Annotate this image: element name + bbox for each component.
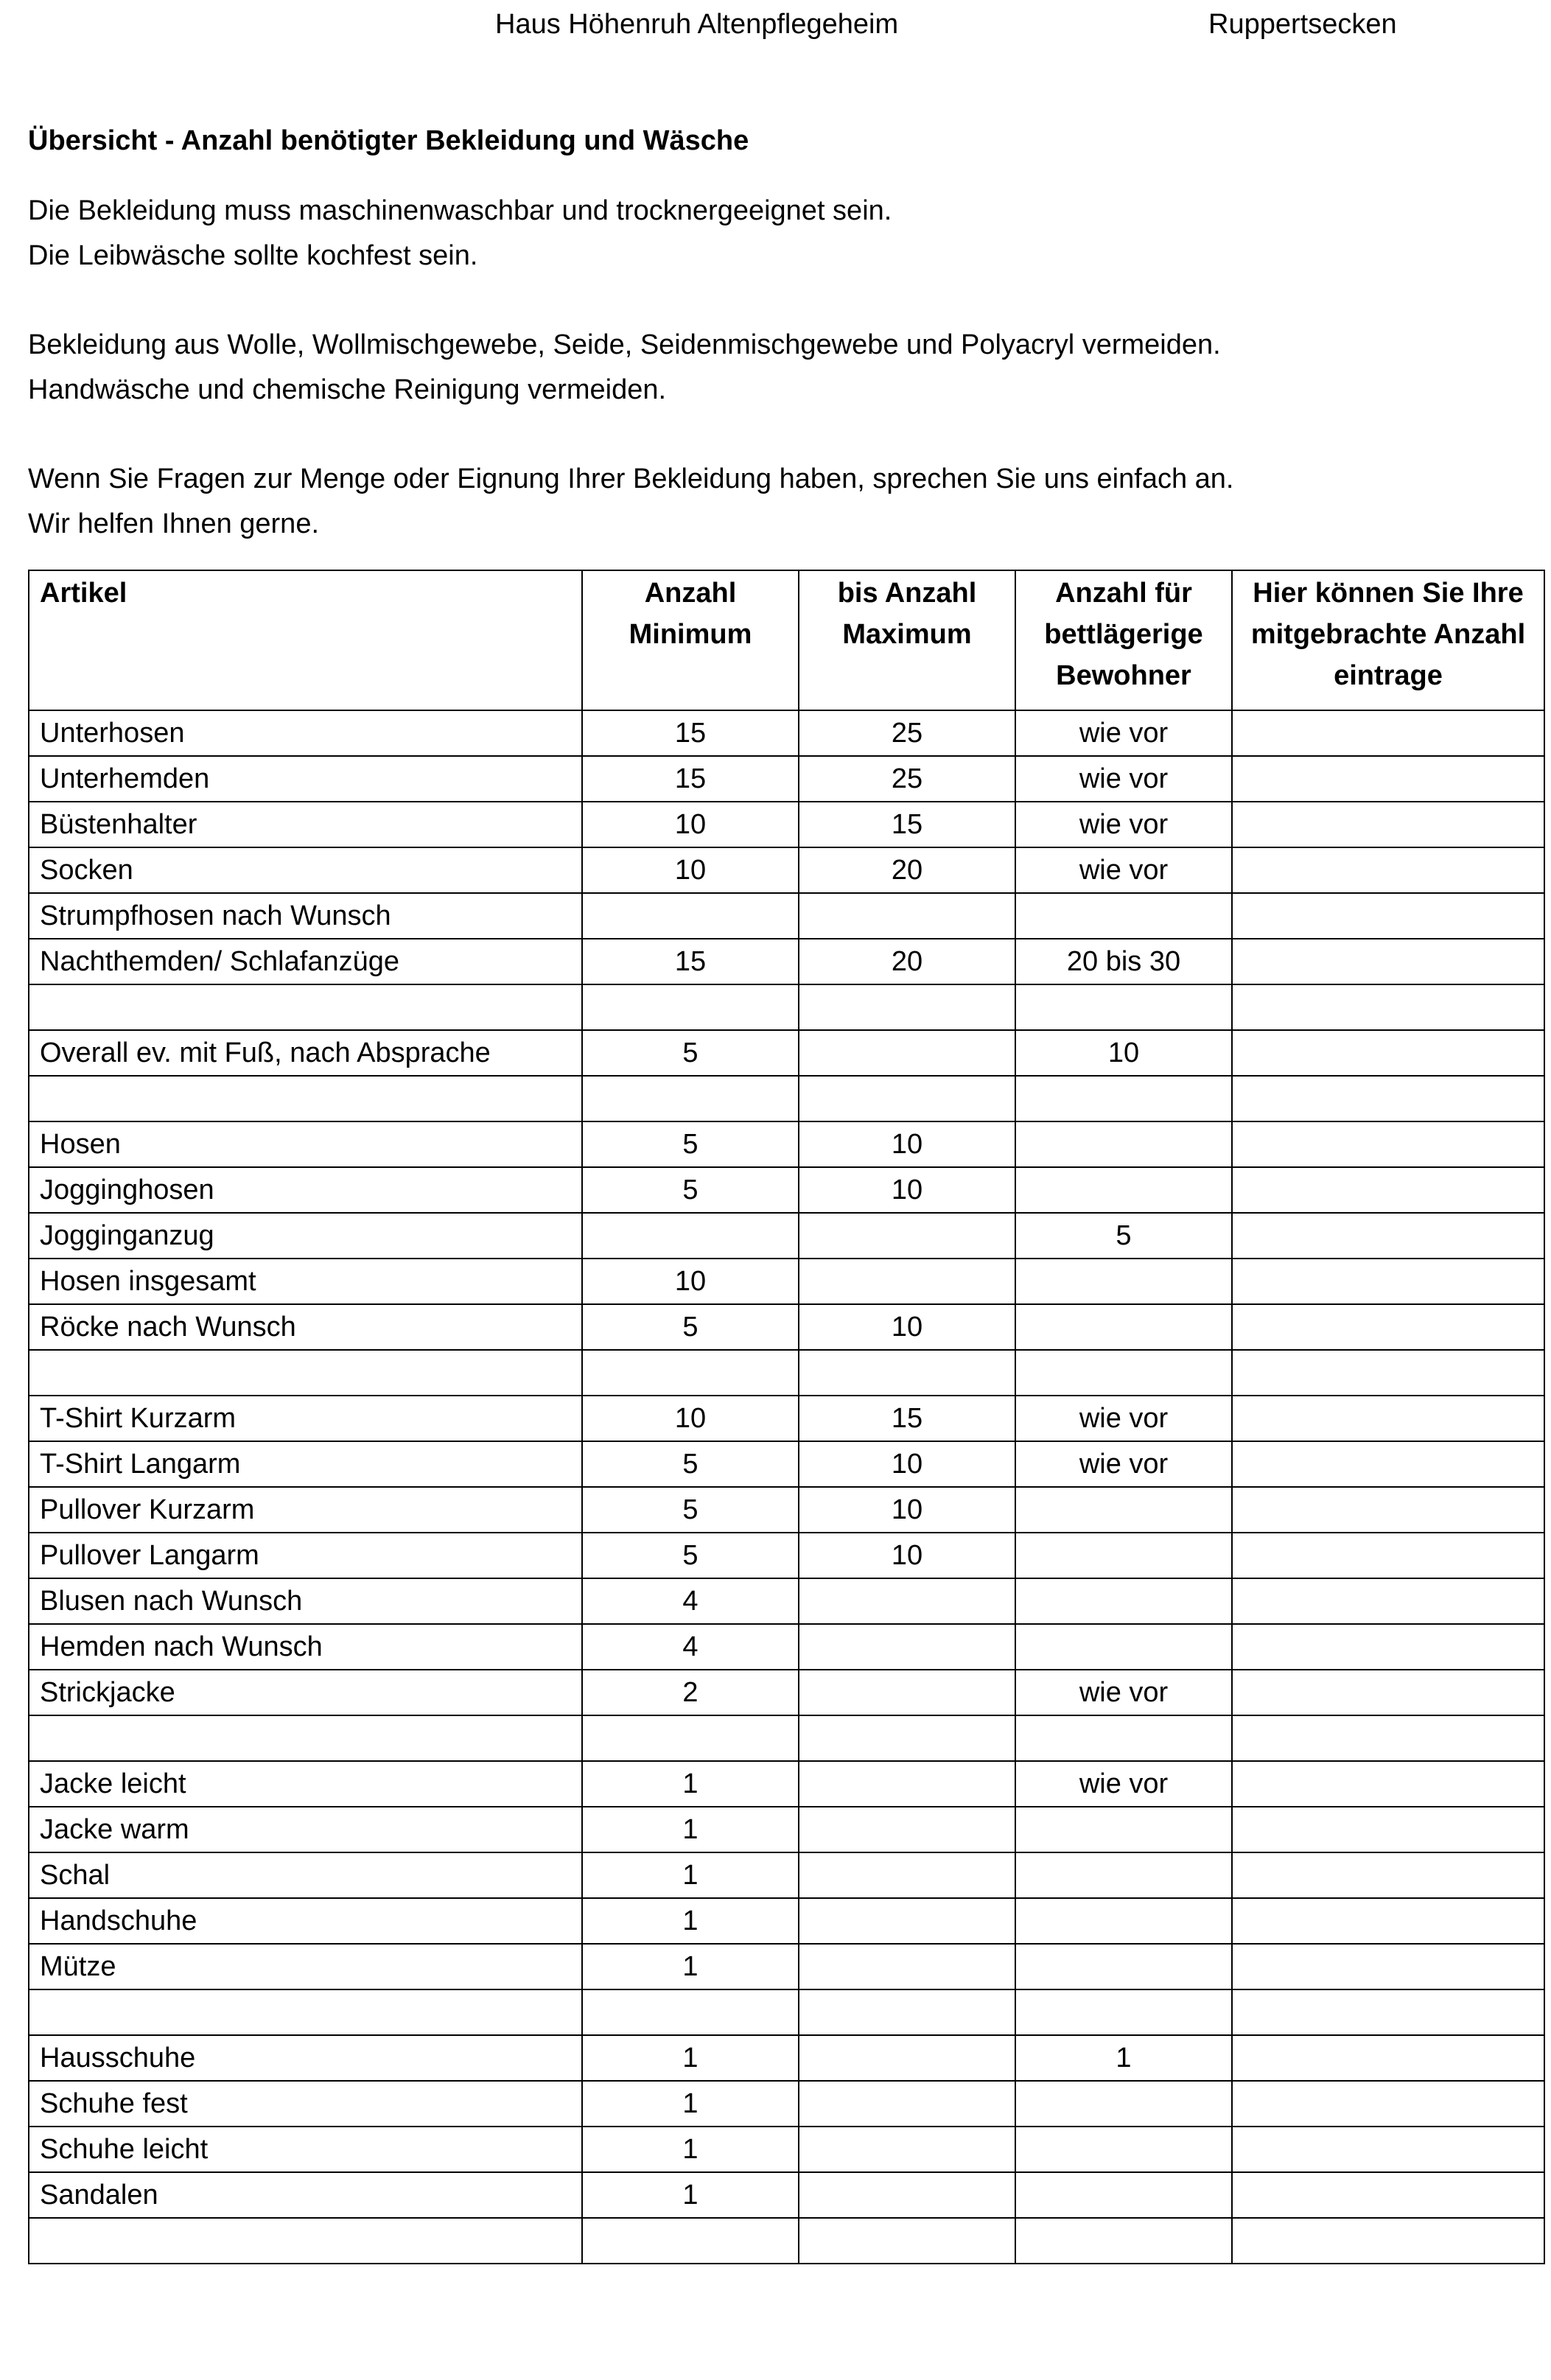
- cell-minimum: 5: [582, 1030, 799, 1076]
- cell-minimum: 15: [582, 710, 799, 756]
- header-maximum: bis Anzahl Maximum: [799, 570, 1015, 710]
- table-row: [29, 1989, 1544, 2035]
- cell-artikel: [29, 1350, 582, 1396]
- cell-artikel: Jacke warm: [29, 1807, 582, 1852]
- table-row: [29, 2172, 1544, 2218]
- cell-bedridden: wie vor: [1015, 1396, 1232, 1441]
- cell-maximum: [799, 2127, 1015, 2172]
- cell-bedridden: wie vor: [1015, 756, 1232, 802]
- cell-artikel: Unterhemden: [29, 756, 582, 802]
- table-row: [29, 1259, 1544, 1304]
- table-row: [29, 984, 1544, 1030]
- town-name: Ruppertsecken: [1208, 9, 1397, 40]
- cell-artikel: Blusen nach Wunsch: [29, 1578, 582, 1624]
- cell-minimum: 1: [582, 2081, 799, 2127]
- cell-own-count[interactable]: [1232, 847, 1544, 893]
- cell-artikel: T-Shirt Langarm: [29, 1441, 582, 1487]
- cell-own-count[interactable]: [1232, 939, 1544, 984]
- table-row: [29, 1761, 1544, 1807]
- table-row: [29, 1121, 1544, 1167]
- cell-bedridden: wie vor: [1015, 802, 1232, 847]
- cell-minimum: 4: [582, 1624, 799, 1670]
- cell-maximum: [799, 893, 1015, 939]
- cell-bedridden: [1015, 1533, 1232, 1578]
- cell-maximum: [799, 1259, 1015, 1304]
- cell-artikel: Strickjacke: [29, 1670, 582, 1715]
- cell-own-count[interactable]: [1232, 1259, 1544, 1304]
- cell-bedridden: wie vor: [1015, 1670, 1232, 1715]
- table-row: [29, 1807, 1544, 1852]
- cell-maximum: 10: [799, 1121, 1015, 1167]
- paragraph-line: Wenn Sie Fragen zur Menge oder Eignung Ihrer Bekleidung haben, sprechen Sie uns einfach an.: [28, 463, 1234, 494]
- cell-bedridden: [1015, 1350, 1232, 1396]
- table-row: [29, 1670, 1544, 1715]
- cell-bedridden: [1015, 1259, 1232, 1304]
- table-row: [29, 1578, 1544, 1624]
- table-row: [29, 1852, 1544, 1898]
- cell-artikel: Overall ev. mit Fuß, nach Absprache: [29, 1030, 582, 1076]
- cell-minimum: [582, 2218, 799, 2264]
- cell-minimum: 1: [582, 1944, 799, 1989]
- cell-maximum: [799, 1624, 1015, 1670]
- cell-bedridden: [1015, 1167, 1232, 1213]
- cell-minimum: 10: [582, 1396, 799, 1441]
- cell-minimum: 10: [582, 847, 799, 893]
- cell-minimum: 1: [582, 2127, 799, 2172]
- cell-own-count[interactable]: [1232, 2172, 1544, 2218]
- cell-minimum: 15: [582, 756, 799, 802]
- cell-own-count[interactable]: [1232, 1715, 1544, 1761]
- cell-own-count[interactable]: [1232, 1578, 1544, 1624]
- cell-maximum: 20: [799, 939, 1015, 984]
- cell-artikel: Mütze: [29, 1944, 582, 1989]
- cell-bedridden: wie vor: [1015, 1441, 1232, 1487]
- cell-maximum: 10: [799, 1487, 1015, 1533]
- cell-minimum: 10: [582, 802, 799, 847]
- paragraph-line: Wir helfen Ihnen gerne.: [28, 508, 320, 539]
- cell-bedridden: wie vor: [1015, 1761, 1232, 1807]
- document-title: Übersicht - Anzahl benötigter Bekleidung und Wäsche: [28, 125, 749, 156]
- cell-own-count[interactable]: [1232, 1624, 1544, 1670]
- table-row: [29, 1076, 1544, 1121]
- header-artikel: Artikel: [29, 570, 582, 710]
- facility-name: Haus Höhenruh Altenpflegeheim: [495, 9, 899, 40]
- cell-maximum: [799, 2172, 1015, 2218]
- cell-artikel: Pullover Kurzarm: [29, 1487, 582, 1533]
- cell-artikel: Hosen insgesamt: [29, 1259, 582, 1304]
- table-header-row: [29, 570, 1544, 710]
- cell-artikel: [29, 1715, 582, 1761]
- cell-minimum: 2: [582, 1670, 799, 1715]
- cell-own-count[interactable]: [1232, 1030, 1544, 1076]
- cell-artikel: Handschuhe: [29, 1898, 582, 1944]
- table-body: [29, 710, 1544, 2264]
- cell-bedridden: 10: [1015, 1030, 1232, 1076]
- cell-own-count[interactable]: [1232, 984, 1544, 1030]
- cell-maximum: 15: [799, 802, 1015, 847]
- cell-minimum: 1: [582, 1761, 799, 1807]
- cell-artikel: Strumpfhosen nach Wunsch: [29, 893, 582, 939]
- paragraph-washing: [28, 189, 892, 279]
- cell-artikel: Jogginghosen: [29, 1167, 582, 1213]
- cell-own-count[interactable]: [1232, 1670, 1544, 1715]
- cell-own-count[interactable]: [1232, 710, 1544, 756]
- cell-bedridden: [1015, 1944, 1232, 1989]
- cell-maximum: [799, 1670, 1015, 1715]
- cell-maximum: [799, 1989, 1015, 2035]
- cell-bedridden: [1015, 2127, 1232, 2172]
- cell-bedridden: [1015, 984, 1232, 1030]
- cell-maximum: [799, 1807, 1015, 1852]
- cell-own-count[interactable]: [1232, 2127, 1544, 2172]
- paragraph-line: Handwäsche und chemische Reinigung vermeiden.: [28, 374, 667, 405]
- cell-artikel: Socken: [29, 847, 582, 893]
- table-row: [29, 1030, 1544, 1076]
- table-row: [29, 893, 1544, 939]
- cell-maximum: [799, 2081, 1015, 2127]
- cell-artikel: [29, 1076, 582, 1121]
- cell-minimum: 1: [582, 2172, 799, 2218]
- cell-minimum: [582, 1989, 799, 2035]
- table-row: [29, 756, 1544, 802]
- cell-bedridden: wie vor: [1015, 847, 1232, 893]
- cell-bedridden: [1015, 2081, 1232, 2127]
- cell-bedridden: [1015, 1715, 1232, 1761]
- cell-own-count[interactable]: [1232, 1121, 1544, 1167]
- table-row: [29, 2218, 1544, 2264]
- cell-minimum: [582, 1715, 799, 1761]
- paragraph-line: Die Bekleidung muss maschinenwaschbar und trocknergeeignet sein.: [28, 195, 892, 226]
- cell-bedridden: 20 bis 30: [1015, 939, 1232, 984]
- cell-own-count[interactable]: [1232, 1533, 1544, 1578]
- cell-maximum: [799, 1578, 1015, 1624]
- cell-own-count[interactable]: [1232, 1852, 1544, 1898]
- cell-maximum: [799, 1030, 1015, 1076]
- cell-bedridden: 1: [1015, 2035, 1232, 2081]
- cell-maximum: 10: [799, 1533, 1015, 1578]
- cell-maximum: [799, 984, 1015, 1030]
- cell-artikel: [29, 984, 582, 1030]
- cell-own-count[interactable]: [1232, 1441, 1544, 1487]
- cell-maximum: [799, 1852, 1015, 1898]
- cell-bedridden: [1015, 1578, 1232, 1624]
- cell-bedridden: [1015, 893, 1232, 939]
- cell-minimum: [582, 1076, 799, 1121]
- table-row: [29, 1533, 1544, 1578]
- cell-minimum: 5: [582, 1167, 799, 1213]
- table-row: [29, 1167, 1544, 1213]
- cell-bedridden: [1015, 1304, 1232, 1350]
- cell-artikel: Schuhe leicht: [29, 2127, 582, 2172]
- table-row: [29, 1715, 1544, 1761]
- cell-artikel: Pullover Langarm: [29, 1533, 582, 1578]
- paragraph-avoid: [28, 323, 1221, 413]
- cell-minimum: 15: [582, 939, 799, 984]
- cell-bedridden: [1015, 1989, 1232, 2035]
- cell-artikel: [29, 1989, 582, 2035]
- cell-minimum: 5: [582, 1304, 799, 1350]
- paragraph-line: Bekleidung aus Wolle, Wollmischgewebe, Seide, Seidenmischgewebe und Polyacryl vermeiden.: [28, 329, 1221, 360]
- cell-artikel: Hausschuhe: [29, 2035, 582, 2081]
- cell-minimum: 5: [582, 1533, 799, 1578]
- cell-maximum: [799, 2218, 1015, 2264]
- cell-maximum: [799, 1715, 1015, 1761]
- table-row: [29, 1396, 1544, 1441]
- cell-bedridden: [1015, 1898, 1232, 1944]
- cell-artikel: Büstenhalter: [29, 802, 582, 847]
- cell-minimum: 1: [582, 1852, 799, 1898]
- cell-artikel: Jogginganzug: [29, 1213, 582, 1259]
- header-minimum: Anzahl Minimum: [582, 570, 799, 710]
- table-row: [29, 1441, 1544, 1487]
- cell-own-count[interactable]: [1232, 893, 1544, 939]
- cell-own-count[interactable]: [1232, 2218, 1544, 2264]
- cell-own-count[interactable]: [1232, 1898, 1544, 1944]
- cell-maximum: [799, 1761, 1015, 1807]
- table-row: [29, 1624, 1544, 1670]
- cell-minimum: [582, 1213, 799, 1259]
- cell-artikel: Jacke leicht: [29, 1761, 582, 1807]
- cell-maximum: 10: [799, 1167, 1015, 1213]
- cell-artikel: [29, 2218, 582, 2264]
- cell-maximum: 10: [799, 1441, 1015, 1487]
- cell-own-count[interactable]: [1232, 802, 1544, 847]
- cell-bedridden: [1015, 2172, 1232, 2218]
- cell-minimum: 4: [582, 1578, 799, 1624]
- cell-maximum: [799, 2035, 1015, 2081]
- table-row: [29, 2127, 1544, 2172]
- table-row: [29, 710, 1544, 756]
- table-row: [29, 802, 1544, 847]
- cell-own-count[interactable]: [1232, 1076, 1544, 1121]
- cell-own-count[interactable]: [1232, 1213, 1544, 1259]
- header-own-count: Hier können Sie Ihre mitgebrachte Anzahl eintrage: [1232, 570, 1544, 710]
- cell-artikel: Schal: [29, 1852, 582, 1898]
- cell-maximum: 25: [799, 756, 1015, 802]
- cell-minimum: [582, 984, 799, 1030]
- cell-minimum: 1: [582, 2035, 799, 2081]
- cell-minimum: [582, 893, 799, 939]
- cell-own-count[interactable]: [1232, 1350, 1544, 1396]
- table-row: [29, 939, 1544, 984]
- header-bedridden: Anzahl für bettlägerige Bewohner: [1015, 570, 1232, 710]
- table-row: [29, 847, 1544, 893]
- cell-own-count[interactable]: [1232, 1989, 1544, 2035]
- cell-own-count[interactable]: [1232, 2081, 1544, 2127]
- cell-minimum: [582, 1350, 799, 1396]
- cell-bedridden: [1015, 1076, 1232, 1121]
- cell-own-count[interactable]: [1232, 1807, 1544, 1852]
- cell-maximum: [799, 1213, 1015, 1259]
- paragraph-line: Die Leibwäsche sollte kochfest sein.: [28, 240, 478, 271]
- cell-bedridden: [1015, 1121, 1232, 1167]
- cell-own-count[interactable]: [1232, 2035, 1544, 2081]
- table-row: [29, 1304, 1544, 1350]
- cell-artikel: Schuhe fest: [29, 2081, 582, 2127]
- cell-maximum: 10: [799, 1304, 1015, 1350]
- cell-minimum: 1: [582, 1898, 799, 1944]
- cell-own-count[interactable]: [1232, 1487, 1544, 1533]
- cell-bedridden: [1015, 1807, 1232, 1852]
- cell-minimum: 5: [582, 1441, 799, 1487]
- cell-minimum: 1: [582, 1807, 799, 1852]
- cell-maximum: [799, 1076, 1015, 1121]
- table-row: [29, 1350, 1544, 1396]
- cell-bedridden: [1015, 1624, 1232, 1670]
- cell-minimum: 10: [582, 1259, 799, 1304]
- clothing-table: [28, 570, 1545, 2264]
- cell-artikel: Nachthemden/ Schlafanzüge: [29, 939, 582, 984]
- cell-own-count[interactable]: [1232, 1167, 1544, 1213]
- cell-bedridden: [1015, 2218, 1232, 2264]
- cell-artikel: Hemden nach Wunsch: [29, 1624, 582, 1670]
- table-row: [29, 1898, 1544, 1944]
- table-row: [29, 2035, 1544, 2081]
- cell-maximum: [799, 1350, 1015, 1396]
- table-row: [29, 1944, 1544, 1989]
- table-row: [29, 1487, 1544, 1533]
- cell-bedridden: wie vor: [1015, 710, 1232, 756]
- cell-own-count[interactable]: [1232, 1944, 1544, 1989]
- cell-bedridden: 5: [1015, 1213, 1232, 1259]
- cell-maximum: [799, 1898, 1015, 1944]
- cell-artikel: Hosen: [29, 1121, 582, 1167]
- cell-maximum: 25: [799, 710, 1015, 756]
- table-row: [29, 2081, 1544, 2127]
- cell-maximum: 20: [799, 847, 1015, 893]
- cell-bedridden: [1015, 1487, 1232, 1533]
- table-row: [29, 1213, 1544, 1259]
- cell-maximum: 15: [799, 1396, 1015, 1441]
- cell-bedridden: [1015, 1852, 1232, 1898]
- cell-minimum: 5: [582, 1121, 799, 1167]
- cell-own-count[interactable]: [1232, 1304, 1544, 1350]
- cell-own-count[interactable]: [1232, 1396, 1544, 1441]
- cell-artikel: T-Shirt Kurzarm: [29, 1396, 582, 1441]
- cell-minimum: 5: [582, 1487, 799, 1533]
- cell-artikel: Röcke nach Wunsch: [29, 1304, 582, 1350]
- paragraph-contact: [28, 457, 1233, 547]
- cell-artikel: Sandalen: [29, 2172, 582, 2218]
- cell-own-count[interactable]: [1232, 1761, 1544, 1807]
- page-header: [0, 9, 1551, 53]
- cell-maximum: [799, 1944, 1015, 1989]
- cell-artikel: Unterhosen: [29, 710, 582, 756]
- cell-own-count[interactable]: [1232, 756, 1544, 802]
